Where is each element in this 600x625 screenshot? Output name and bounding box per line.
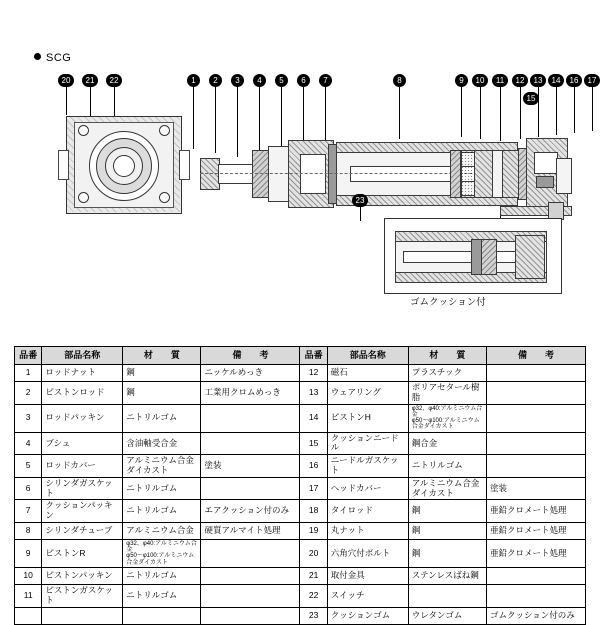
detail-caption: ゴムクッション付 [410, 297, 486, 308]
cell-no-right: 22 [300, 585, 327, 608]
cell-remark-left: ニッケルめっき [201, 365, 300, 382]
callout-23: 23 [352, 194, 368, 207]
callout-22: 22 [106, 74, 122, 87]
cell-name-left: ピストンロッド [42, 382, 123, 405]
cell-no-left: 4 [15, 432, 42, 455]
cell-remark-right: 亜鉛クロメート処理 [486, 522, 585, 539]
cell-material-right: 鋼 [408, 522, 486, 539]
cell-no-left: 5 [15, 455, 42, 478]
side-slot-left [58, 150, 69, 180]
header-material-right: 材 質 [408, 347, 486, 365]
callout-4: 4 [253, 74, 266, 87]
callout-8: 8 [393, 74, 406, 87]
cell-no-left: 3 [15, 404, 42, 432]
cell-remark-right [486, 382, 585, 405]
header-name-left: 部品名称 [42, 347, 123, 365]
mount-hole-tr [159, 125, 170, 136]
model-label [34, 52, 71, 64]
cell-no-left: 8 [15, 522, 42, 539]
cell-name-left: ロッドカバー [42, 455, 123, 478]
callout-17: 17 [584, 74, 600, 87]
cell-remark-right [486, 455, 585, 478]
cell-remark-right [486, 365, 585, 382]
cell-no-left: 2 [15, 382, 42, 405]
cell-name-left: クッションパッキン [42, 500, 123, 523]
cell-material-right: 鋼 [408, 500, 486, 523]
cell-name-right: 六角穴付ボルト [327, 539, 408, 567]
callout-20: 20 [58, 74, 74, 87]
part-needle-gasket [556, 158, 572, 194]
cell-name-right: スイッチ [327, 585, 408, 608]
cell-material-right [408, 585, 486, 608]
cell-remark-left [201, 404, 300, 432]
cell-material-left: アルミニウム合金ダイカスト [123, 455, 201, 478]
cell-name-left: ピストンガスケット [42, 585, 123, 608]
cell-material-left: ニトリルゴム [123, 568, 201, 585]
table-row [15, 585, 586, 608]
cell-no-left [15, 607, 42, 624]
cell-no-right: 21 [300, 568, 327, 585]
cell-no-right: 19 [300, 522, 327, 539]
cell-no-right: 16 [300, 455, 327, 478]
callout-13: 13 [530, 74, 546, 87]
mount-hole-br [159, 192, 170, 203]
cell-remark-right [486, 432, 585, 455]
rod-cover-bore [300, 154, 326, 194]
cell-no-left: 11 [15, 585, 42, 608]
cell-remark-left [201, 539, 300, 567]
table-row [15, 568, 586, 585]
cell-name-left: ピストンパッキン [42, 568, 123, 585]
table-row [15, 607, 586, 624]
cell-remark-left: 硬質アルマイト処理 [201, 522, 300, 539]
table-row [15, 432, 586, 455]
header-remark-right: 備 考 [486, 347, 585, 365]
cell-no-right: 20 [300, 539, 327, 567]
cell-no-right: 17 [300, 477, 327, 500]
cell-remark-left [201, 568, 300, 585]
cell-no-left: 7 [15, 500, 42, 523]
detail-view-rubber-cushion [384, 218, 562, 294]
cell-remark-right [486, 404, 585, 432]
leader-17 [592, 87, 593, 131]
cell-name-left: シリンダチューブ [42, 522, 123, 539]
bullet-icon [34, 53, 41, 60]
cell-no-right: 23 [300, 607, 327, 624]
cell-no-right: 14 [300, 404, 327, 432]
cell-no-right: 15 [300, 432, 327, 455]
table-header-row [15, 347, 586, 365]
cell-name-right: タイロッド [327, 500, 408, 523]
leader-1 [193, 87, 194, 149]
leader-20 [66, 87, 67, 115]
cell-name-left: ロッドナット [42, 365, 123, 382]
detail-rod [403, 251, 525, 263]
cell-remark-right: 亜鉛クロメート処理 [486, 539, 585, 567]
cell-remark-left [201, 432, 300, 455]
header-remark-left: 備 考 [201, 347, 300, 365]
detail-piston [481, 239, 497, 275]
leader-21 [90, 87, 91, 117]
table-row [15, 500, 586, 523]
cell-material-right: プラスチック [408, 365, 486, 382]
callout-1: 1 [187, 74, 200, 87]
callout-14: 14 [548, 74, 564, 87]
cell-remark-left [201, 585, 300, 608]
mount-hole-tl [78, 125, 89, 136]
table-row [15, 404, 586, 432]
header-no-left: 品番 [15, 347, 42, 365]
cell-name-right: 取付金具 [327, 568, 408, 585]
callout-15: 15 [523, 92, 539, 105]
cell-material-right: ニトリルゴム [408, 455, 486, 478]
end-view [58, 114, 190, 214]
assembly-drawing [22, 66, 597, 328]
header-material-left: 材 質 [123, 347, 201, 365]
callout-11: 11 [492, 74, 508, 87]
leader-16 [574, 87, 575, 133]
cell-name-right: ニードルガスケット [327, 455, 408, 478]
cell-name-left: ロッドパッキン [42, 404, 123, 432]
cell-material-left: 含油軸受合金 [123, 432, 201, 455]
callout-5: 5 [275, 74, 288, 87]
cell-material-right: アルミニウム合金ダイカスト [408, 477, 486, 500]
cell-name-left: ブシュ [42, 432, 123, 455]
cell-remark-left [201, 607, 300, 624]
callout-12: 12 [512, 74, 528, 87]
cell-remark-right: 塗装 [486, 477, 585, 500]
cell-material-right: ステンレスばね鋼 [408, 568, 486, 585]
cell-name-right: 磁石 [327, 365, 408, 382]
cell-remark-left [201, 477, 300, 500]
cell-remark-left: 塗装 [201, 455, 300, 478]
cell-material-left: ニトリルゴム [123, 477, 201, 500]
table-row [15, 539, 586, 567]
leader-23 [360, 207, 361, 221]
cell-material-left: ニトリルゴム [123, 500, 201, 523]
cell-remark-right: 亜鉛クロメート処理 [486, 500, 585, 523]
header-no-right: 品番 [300, 347, 327, 365]
table-body [15, 365, 586, 625]
cell-material-right: 鋼 [408, 539, 486, 567]
part-cushion-packing [536, 176, 554, 188]
side-slot-right [179, 150, 190, 180]
cell-no-left: 9 [15, 539, 42, 567]
header-name-right: 部品名称 [327, 347, 408, 365]
cell-no-right: 13 [300, 382, 327, 405]
cell-material-left: 鋼 [123, 382, 201, 405]
cell-no-left: 6 [15, 477, 42, 500]
table-row [15, 522, 586, 539]
rod-circle [113, 155, 135, 177]
callout-6: 6 [297, 74, 310, 87]
cell-name-left [42, 607, 123, 624]
part-piston-rod [218, 164, 254, 184]
cell-no-right: 18 [300, 500, 327, 523]
cell-no-left: 10 [15, 568, 42, 585]
cell-no-left: 1 [15, 365, 42, 382]
cell-material-left: ニトリルゴム [123, 585, 201, 608]
part-rod-nut [200, 158, 220, 190]
cell-material-left: ニトリルゴム [123, 404, 201, 432]
cell-material-left: 鋼 [123, 365, 201, 382]
callout-2: 2 [209, 74, 222, 87]
cell-remark-left: エアクッション付のみ [201, 500, 300, 523]
callout-10: 10 [472, 74, 488, 87]
cell-material-right: φ32、φ40:アルミニウム合金 φ50〜φ100:アルミニウム合金ダイカスト [408, 404, 486, 432]
cell-material-left [123, 607, 201, 624]
part-piston-r [474, 150, 494, 198]
cell-remark-right [486, 568, 585, 585]
mount-hole-bl [78, 192, 89, 203]
cushion-needle-bore [534, 152, 558, 174]
table-row [15, 455, 586, 478]
table-row [15, 365, 586, 382]
callout-9: 9 [455, 74, 468, 87]
cell-name-left: シリンダガスケット [42, 477, 123, 500]
cell-material-right: ウレタンゴム [408, 607, 486, 624]
cell-name-right: クッションゴム [327, 607, 408, 624]
cell-name-right: 丸ナット [327, 522, 408, 539]
cell-material-left: φ32、φ40:アルミニウム合金 φ50〜φ100:アルミニウム合金ダイカスト [123, 539, 201, 567]
cell-name-right: クッションニードル [327, 432, 408, 455]
cell-material-right: ポリアセタール樹脂 [408, 382, 486, 405]
cell-remark-left: 工業用クロムめっき [201, 382, 300, 405]
cell-material-right: 鋼合金 [408, 432, 486, 455]
cell-remark-right: ゴムクッション付のみ [486, 607, 585, 624]
cell-material-left: アルミニウム合金 [123, 522, 201, 539]
cell-name-right: ピストンH [327, 404, 408, 432]
cell-no-right: 12 [300, 365, 327, 382]
callout-16: 16 [566, 74, 582, 87]
cell-name-right: ヘッドカバー [327, 477, 408, 500]
cell-name-right: ウェアリング [327, 382, 408, 405]
cell-name-left: ピストンR [42, 539, 123, 567]
table-row [15, 382, 586, 405]
callout-21: 21 [82, 74, 98, 87]
table-row [15, 477, 586, 500]
part-bush [268, 146, 290, 202]
callout-3: 3 [231, 74, 244, 87]
callout-7: 7 [319, 74, 332, 87]
cell-remark-right [486, 585, 585, 608]
parts-table [14, 346, 586, 625]
model-name: SCG [46, 52, 72, 64]
detail-head-cover [515, 235, 545, 279]
